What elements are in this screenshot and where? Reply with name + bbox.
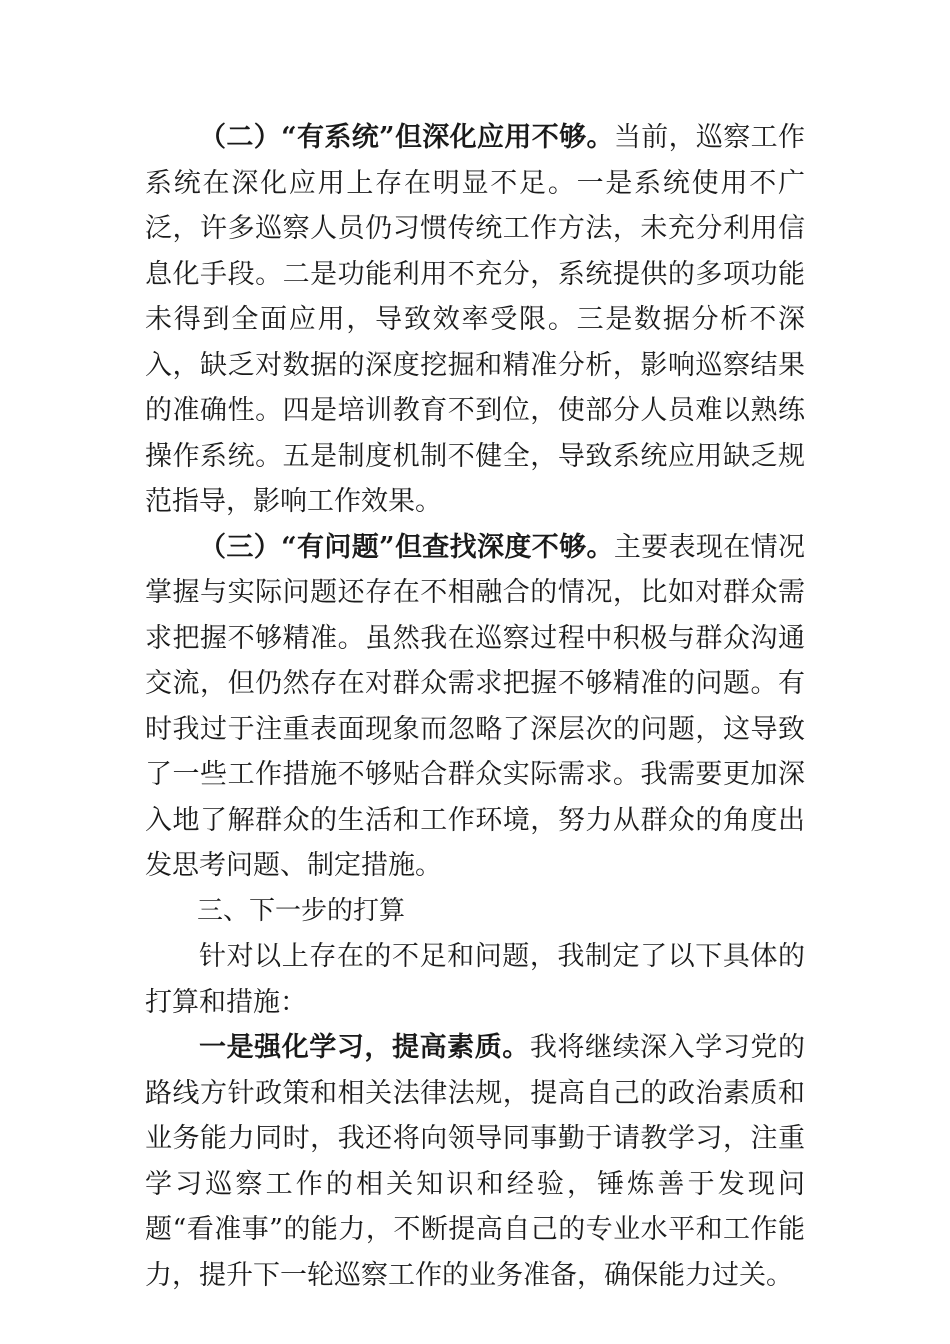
paragraph-systems	[145, 115, 805, 525]
paragraph-lead: （三）“有问题”但查找深度不够。	[199, 531, 614, 563]
paragraph-text: 我将继续深入学习党的路线方针政策和相关法律法规，提高自己的政治素质和业务能力同时，我还将向领导同事勤于请教学习，注重学习巡察工作的相关知识和经验，锤炼善于发现问题“看准事”的能力，不断提高自己的专业水平和工作能力，提升下一轮巡察工作的业务准备，确保能力过关。	[145, 1032, 806, 1291]
paragraph-text: 主要表现在情况掌握与实际问题还存在不相融合的情况，比如对群众需求把握不够精准。虽然我在巡察过程中积极与群众沟通交流，但仍然存在对群众需求把握不够精准的问题。有时我过于注重表面现象而忽略了深层次的问题，这导致了一些工作措施不够贴合群众实际需求。我需要更加深入地了解群众的生活和工作环境，努力从群众的角度出发思考问题、制定措施。	[145, 531, 806, 881]
paragraph-measure-one	[145, 1025, 805, 1298]
paragraph-intro: 针对以上存在的不足和问题，我制定了以下具体的打算和措施：	[145, 941, 805, 1018]
document-body	[145, 115, 805, 1298]
paragraph-lead: 一是强化学习，提高素质。	[199, 1032, 530, 1063]
paragraph-lead: （二）“有系统”但深化应用不够。	[199, 122, 614, 153]
paragraph-text: 当前，巡察工作系统在深化应用上存在明显不足。一是系统使用不广泛，许多巡察人员仍习惯传统工作方法，未充分利用信息化手段。二是功能利用不充分，系统提供的多项功能未得到全面应用，导致效率受限。三是数据分析不深入，缺乏对数据的深度挖掘和精准分析，影响巡察结果的准确性。四是培训教育不到位，使部分人员难以熟练操作系统。五是制度机制不健全，导致系统应用缺乏规范指导，影响工作效果。	[145, 122, 806, 517]
section-heading: 三、下一步的打算	[197, 895, 406, 926]
paragraph-problems	[145, 525, 805, 889]
